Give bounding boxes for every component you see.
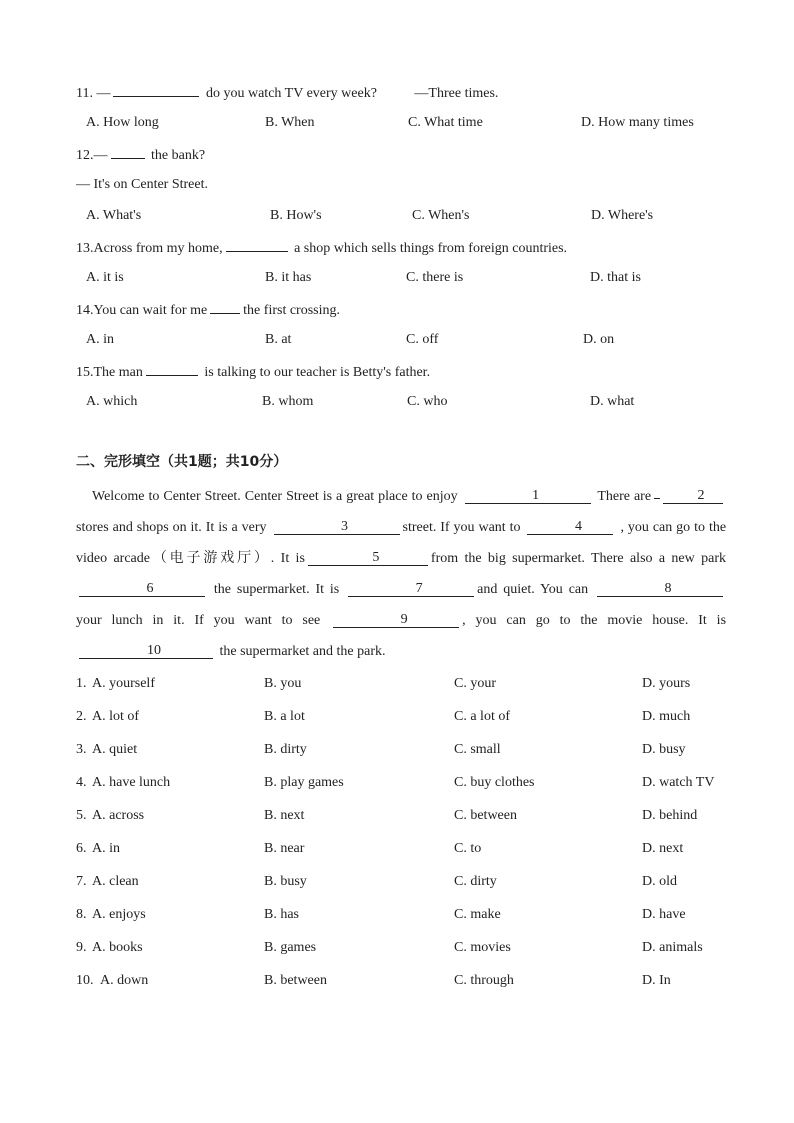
- question-11: [76, 80, 726, 111]
- cloze-item-8: [76, 902, 726, 935]
- item-number: 9.: [76, 940, 87, 955]
- passage-text: from the big supermarket. There also a new park: [430, 551, 726, 566]
- item-number: 2.: [76, 709, 87, 724]
- cloze-blank-2-start: [654, 482, 660, 499]
- option-c[interactable]: C. small: [454, 742, 501, 757]
- cloze-passage: [76, 481, 726, 667]
- option-c[interactable]: C. through: [454, 973, 514, 988]
- question-number: 11.: [76, 86, 93, 101]
- question-pre: —: [93, 148, 108, 163]
- option-b[interactable]: B. How's: [270, 208, 322, 223]
- cloze-item-4: [76, 770, 726, 803]
- answer-blank[interactable]: [210, 297, 240, 314]
- passage-text: Welcome to Center Street. Center Street is a great place to enjoy: [92, 489, 458, 504]
- option-d[interactable]: D. animals: [642, 940, 703, 955]
- option-b[interactable]: B. you: [264, 676, 302, 691]
- option-a[interactable]: A. in: [86, 332, 114, 347]
- option-a[interactable]: A. quiet: [92, 742, 138, 757]
- item-number: 4.: [76, 775, 87, 790]
- option-b[interactable]: B. at: [265, 332, 292, 347]
- options-14: [76, 328, 726, 359]
- item-number: 10.: [76, 973, 94, 988]
- option-a[interactable]: A. have lunch: [92, 775, 171, 790]
- option-b[interactable]: B. dirty: [264, 742, 307, 757]
- cloze-item-6: [76, 836, 726, 869]
- passage-text: There are: [597, 489, 652, 504]
- passage-text: your lunch in it. If you want to see: [76, 613, 321, 628]
- option-c[interactable]: C. between: [454, 808, 517, 823]
- option-a[interactable]: A. which: [86, 394, 138, 409]
- cloze-item-7: [76, 869, 726, 902]
- cloze-blank-10[interactable]: 10: [79, 642, 213, 659]
- item-number: 1.: [76, 676, 87, 691]
- answer-blank[interactable]: [113, 80, 199, 97]
- option-b[interactable]: B. a lot: [264, 709, 305, 724]
- question-12: [76, 142, 726, 173]
- option-d[interactable]: D. behind: [642, 808, 698, 823]
- option-c[interactable]: C. buy clothes: [454, 775, 535, 790]
- question-post: a shop which sells things from foreign countries.: [294, 241, 568, 256]
- item-number: 3.: [76, 742, 87, 757]
- option-a[interactable]: A. lot of: [92, 709, 140, 724]
- option-b[interactable]: B. next: [264, 808, 305, 823]
- question-reply: — It's on Center Street.: [76, 177, 208, 192]
- option-c[interactable]: C. off: [406, 332, 439, 347]
- question-pre: —: [96, 86, 111, 101]
- option-d[interactable]: D. watch TV: [642, 775, 715, 790]
- option-a[interactable]: A. it is: [86, 270, 124, 285]
- options-15: [76, 390, 726, 421]
- cloze-item-10: [76, 968, 726, 1001]
- option-d[interactable]: D. on: [583, 332, 615, 347]
- answer-blank[interactable]: [111, 142, 145, 159]
- item-number: 5.: [76, 808, 87, 823]
- option-c[interactable]: C. who: [407, 394, 448, 409]
- option-a[interactable]: A. What's: [86, 208, 142, 223]
- cloze-item-2: [76, 704, 726, 737]
- cloze-blank-8[interactable]: 8: [597, 580, 723, 597]
- option-d[interactable]: D. have: [642, 907, 686, 922]
- question-pre: You can wait for me: [93, 303, 208, 318]
- option-d[interactable]: D. How many times: [581, 115, 694, 130]
- option-b[interactable]: B. between: [264, 973, 327, 988]
- option-b[interactable]: B. play games: [264, 775, 344, 790]
- cloze-item-9: [76, 935, 726, 968]
- passage-text: the supermarket. It is: [213, 582, 340, 597]
- options-11: [76, 111, 726, 142]
- item-number: 7.: [76, 874, 87, 889]
- option-d[interactable]: D. In: [642, 973, 671, 988]
- question-12-reply: [76, 173, 726, 204]
- option-b[interactable]: B. busy: [264, 874, 307, 889]
- option-b[interactable]: B. it has: [265, 270, 312, 285]
- option-a[interactable]: A. yourself: [92, 676, 155, 691]
- question-number: 12.: [76, 148, 94, 163]
- option-d[interactable]: D. old: [642, 874, 677, 889]
- option-a[interactable]: A. books: [92, 940, 143, 955]
- passage-text: and quiet. You can: [477, 582, 589, 597]
- option-b[interactable]: B. has: [264, 907, 299, 922]
- option-b[interactable]: B. games: [264, 940, 317, 955]
- option-d[interactable]: D. much: [642, 709, 691, 724]
- option-b[interactable]: B. When: [265, 115, 315, 130]
- item-number: 6.: [76, 841, 87, 856]
- exam-page: [76, 80, 726, 1001]
- question-post: is talking to our teacher is Betty's father.: [204, 365, 431, 380]
- question-pre: Across from my home,: [93, 241, 223, 256]
- option-b[interactable]: B. whom: [262, 394, 314, 409]
- option-c[interactable]: C. When's: [412, 208, 470, 223]
- question-number: 14.: [76, 303, 94, 318]
- cloze-item-5: [76, 803, 726, 836]
- option-d[interactable]: D. yours: [642, 676, 691, 691]
- section-title: 二、完形填空（共1题；共10分）: [76, 454, 288, 470]
- option-c[interactable]: C. dirty: [454, 874, 497, 889]
- option-a[interactable]: A. clean: [92, 874, 139, 889]
- passage-text: street. If you want to: [402, 520, 521, 535]
- option-d[interactable]: D. that is: [590, 270, 641, 285]
- options-12: [76, 204, 726, 235]
- option-a[interactable]: A. across: [92, 808, 145, 823]
- cloze-blank-9[interactable]: 9: [333, 611, 459, 628]
- cloze-blank-1[interactable]: 1: [465, 487, 591, 504]
- answer-blank[interactable]: [146, 359, 198, 376]
- option-b[interactable]: B. near: [264, 841, 305, 856]
- cloze-blank-4[interactable]: 4: [527, 518, 613, 535]
- cloze-item-1: [76, 671, 726, 704]
- question-13: [76, 235, 726, 266]
- option-c[interactable]: C. your: [454, 676, 496, 691]
- option-a[interactable]: A. down: [100, 973, 149, 988]
- option-a[interactable]: A. How long: [86, 115, 159, 130]
- question-post: the bank?: [151, 148, 206, 163]
- question-14: [76, 297, 726, 328]
- passage-text: stores and shops on it. It is a very: [76, 520, 267, 535]
- question-pre: The man: [93, 365, 143, 380]
- option-c[interactable]: C. What time: [408, 115, 483, 130]
- question-reply: —Three times.: [414, 86, 499, 101]
- question-number: 15.: [76, 365, 94, 380]
- option-c[interactable]: C. there is: [406, 270, 464, 285]
- cloze-blank-2[interactable]: 2: [663, 487, 723, 504]
- options-13: [76, 266, 726, 297]
- question-15: [76, 359, 726, 390]
- option-d[interactable]: D. next: [642, 841, 684, 856]
- option-a[interactable]: A. in: [92, 841, 120, 856]
- option-c[interactable]: C. movies: [454, 940, 511, 955]
- question-number: 13.: [76, 241, 94, 256]
- answer-blank[interactable]: [226, 235, 288, 252]
- item-number: 8.: [76, 907, 87, 922]
- cloze-blank-3[interactable]: 3: [274, 518, 400, 535]
- option-c[interactable]: C. make: [454, 907, 501, 922]
- cloze-blank-5[interactable]: 5: [308, 549, 428, 566]
- passage-text: , you can go to the video arcade（电子游戏厅）. It is: [76, 520, 727, 566]
- cloze-blank-7[interactable]: 7: [348, 580, 474, 597]
- option-c[interactable]: C. to: [454, 841, 482, 856]
- option-d[interactable]: D. what: [590, 394, 635, 409]
- option-c[interactable]: C. a lot of: [454, 709, 510, 724]
- question-post: do you watch TV every week?: [205, 86, 377, 101]
- passage-text: , you can go to the movie house. It is: [462, 613, 727, 628]
- question-post: the first crossing.: [243, 303, 340, 318]
- cloze-item-3: [76, 737, 726, 770]
- option-d[interactable]: D. busy: [642, 742, 686, 757]
- option-a[interactable]: A. enjoys: [92, 907, 146, 922]
- cloze-blank-6[interactable]: 6: [79, 580, 205, 597]
- passage-text: the supermarket and the park.: [219, 644, 386, 659]
- option-d[interactable]: D. Where's: [591, 208, 654, 223]
